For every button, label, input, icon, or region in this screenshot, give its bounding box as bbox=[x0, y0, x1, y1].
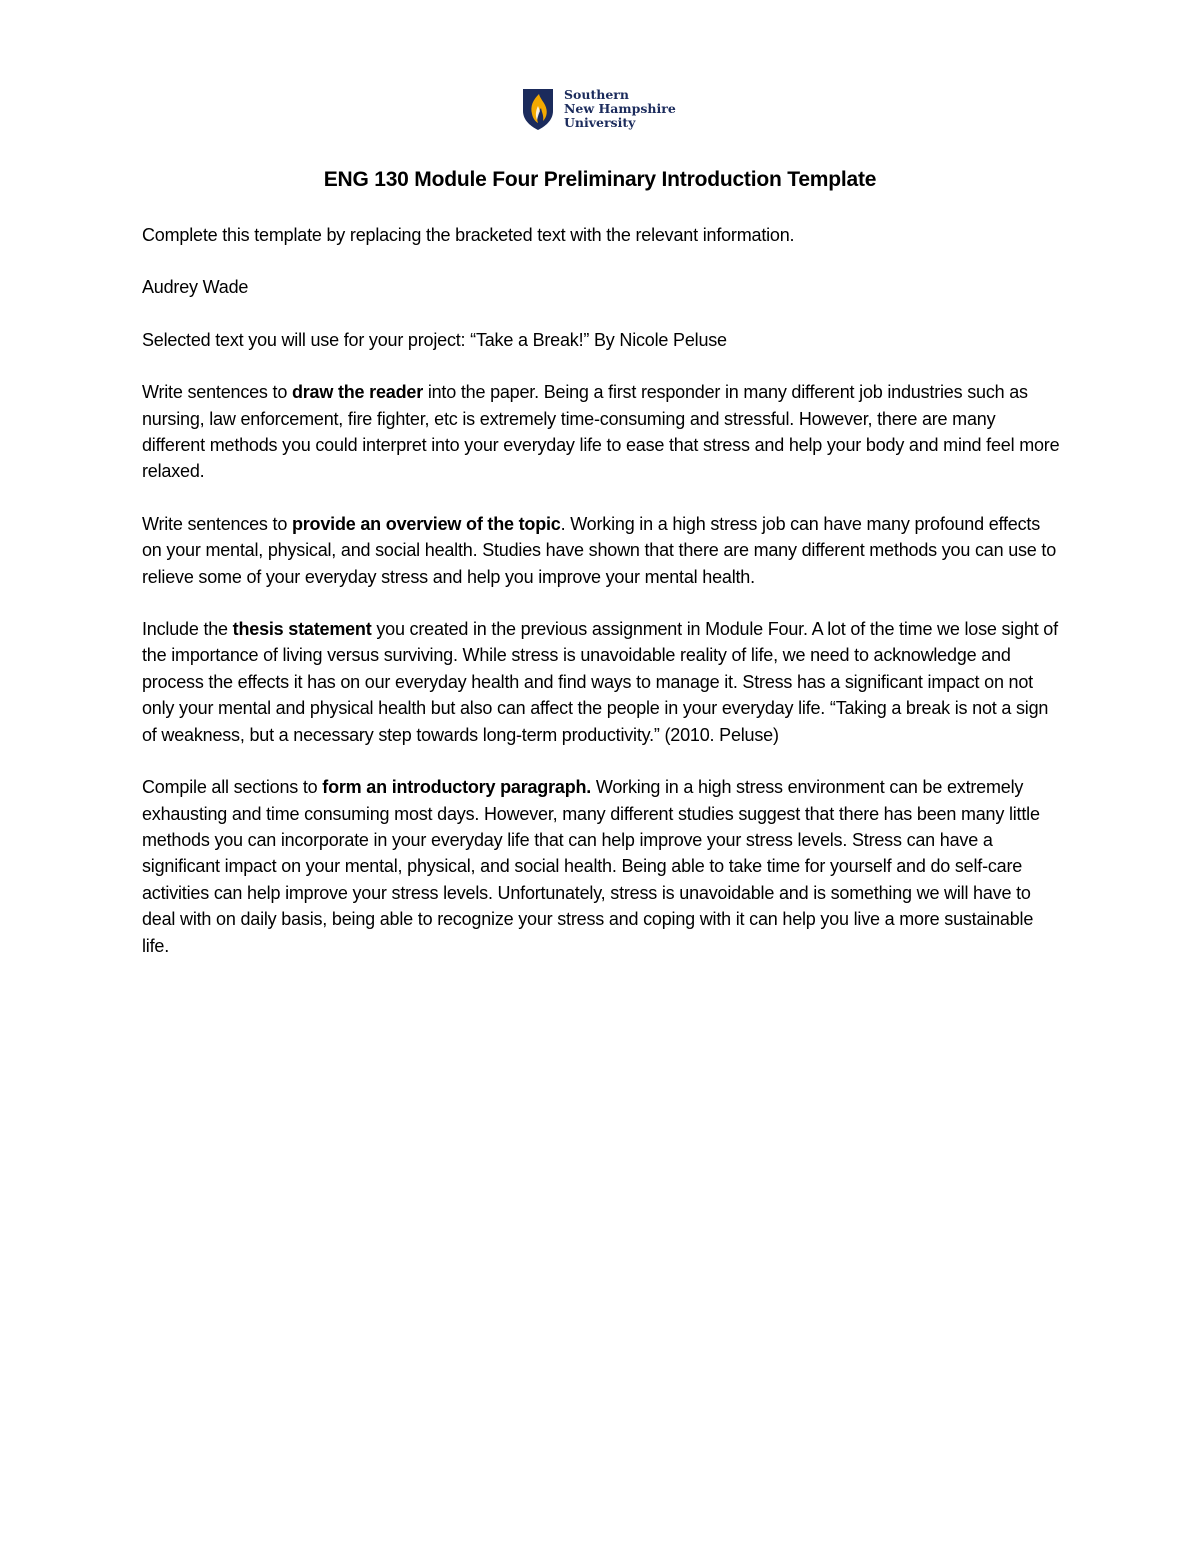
paragraph-emphasis: provide an overview of the topic bbox=[291, 513, 561, 534]
snhu-logo bbox=[522, 86, 676, 132]
draw-reader-paragraph bbox=[142, 379, 1062, 485]
thesis-paragraph bbox=[142, 616, 1062, 748]
logo-line-1: Southern bbox=[564, 87, 629, 102]
paragraph-emphasis: form an introductory paragraph. bbox=[322, 777, 592, 798]
instructions-paragraph: Complete this template by replacing the bracketed text with the relevant information. bbox=[142, 225, 795, 245]
document-title: ENG 130 Module Four Preliminary Introduction Template bbox=[323, 168, 877, 191]
shield-flame-icon bbox=[522, 87, 554, 131]
overview-paragraph bbox=[142, 511, 1062, 590]
logo-line-3: University bbox=[564, 115, 636, 130]
logo-wordmark bbox=[564, 88, 676, 130]
student-name: Audrey Wade bbox=[142, 277, 249, 298]
paragraph-emphasis: thesis statement bbox=[232, 619, 372, 640]
selected-text-paragraph: Selected text you will use for your project: “Take a Break!” By Nicole Peluse bbox=[142, 329, 727, 350]
paragraph-body: into the paper. Being a first responder in many different job industries such as nursing, law enforcement, fire fighter, etc is extremely time-consuming and stressful. However, there are many different methods you could interpret into your everyday life to ease that stress and help your body and mind feel more relaxed. bbox=[142, 382, 1060, 482]
paragraph-prefix: Compile all sections to bbox=[142, 777, 323, 798]
paragraph-body: . Working in a high stress job can have many profound effects on your mental, physical, and social health. Studies have shown that there are many different methods you can use to relieve some of your everyday stress and help you improve your mental health. bbox=[142, 513, 1057, 587]
paragraph-emphasis: draw the reader bbox=[291, 382, 424, 403]
document-body bbox=[142, 222, 1062, 985]
paragraph-prefix: Write sentences to bbox=[142, 513, 292, 534]
introductory-paragraph bbox=[142, 774, 1062, 959]
logo-line-2: New Hampshire bbox=[564, 101, 676, 116]
paragraph-prefix: Include the bbox=[142, 619, 233, 640]
paragraph-prefix: Write sentences to bbox=[142, 382, 292, 403]
paragraph-body: Working in a high stress environment can be extremely exhausting and time consuming most days. However, many different studies suggest that there has been many little methods you can incorporate in your everyday life that can help improve your stress levels. Stress can have a significant impact on your mental, physical, and social health. Being able to take time for yourself and do self-care activities can help improve your stress levels. Unfortunately, stress is unavoidable and is something we will have to deal with on daily basis, being able to recognize your stress and coping with it can help you live a more sustainable life. bbox=[142, 777, 1040, 956]
paragraph-body: you created in the previous assignment in Module Four. A lot of the time we lose sight of the importance of living versus surviving. While stress is unavoidable reality of life, we need to acknowledge and process the effects it has on our everyday health and find ways to manage it. Stress has a significant impact on not only your mental and physical health but also can affect the people in your everyday life. “Taking a break is not a sign of weakness, but a necessary step towards long-term productivity.” (2010. Peluse) bbox=[142, 619, 1058, 745]
